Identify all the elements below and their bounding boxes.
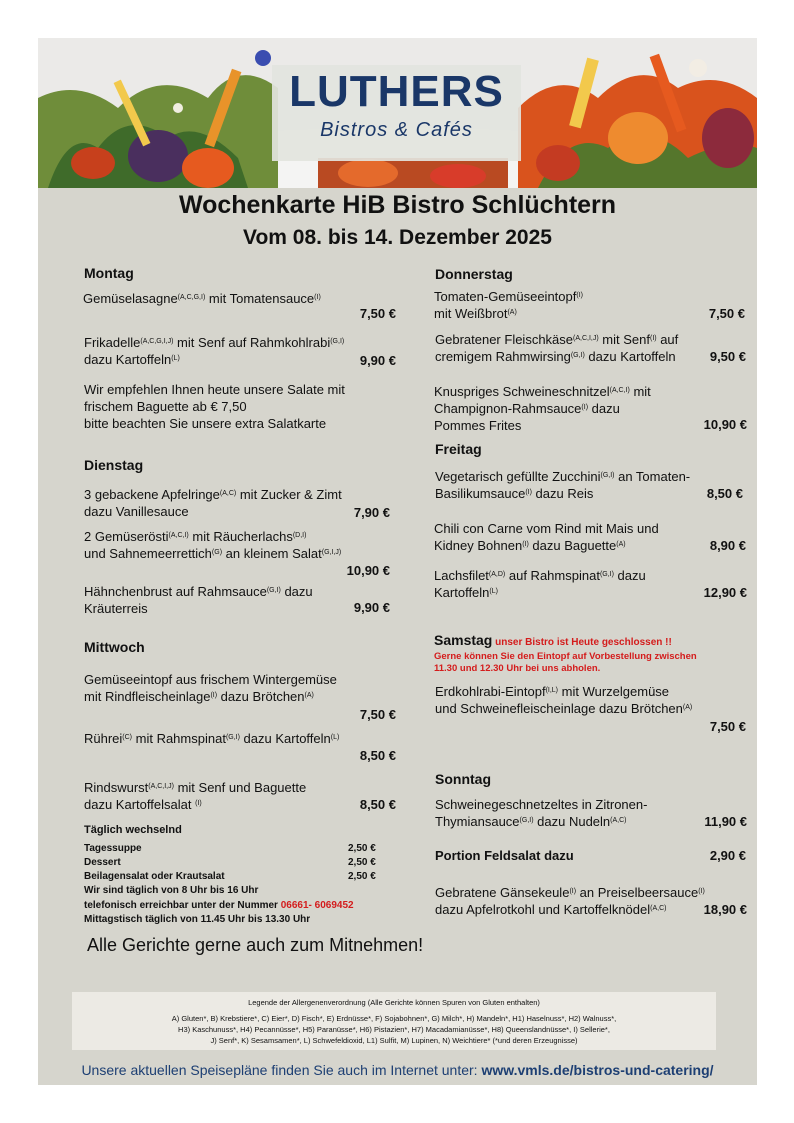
daily-item: Beilagensalat oder Krautsalat (84, 871, 225, 882)
menu-item: Gebratene Gänsekeule$^{(I)}$ an Preiselbeersauce$^{(I)}$ (435, 885, 705, 900)
day-heading-samstag-line (434, 632, 672, 651)
allergen-codes: (I) (210, 692, 218, 699)
allergen-codes: (L) (330, 734, 340, 741)
allergen-codes: (D,I) (292, 532, 307, 539)
menu-item-line: cremigem Rahmwirsing$^{(G,I)}$ dazu Kartoffeln (435, 349, 676, 364)
menu-item-line: Basilikumsauce$^{(I)}$ dazu Reis (435, 486, 594, 501)
menu-item-line: dazu Apfelrotkohl und Kartoffelknödel$^{(A,C)}$ (435, 902, 667, 917)
menu-item: Rindswurst$^{(A,C,I,J)}$ mit Senf und Baguette (84, 780, 307, 795)
price: 8,50 € (359, 748, 396, 763)
price: 9,50 € (709, 349, 746, 364)
menu-item-line: dazu Kartoffelsalat $^{(I)}$ (84, 797, 202, 812)
footer (38, 1062, 757, 1078)
allergen-codes: (G,I) (600, 472, 615, 479)
price: 2,90 € (709, 848, 746, 863)
closed-notice: unser Bistro ist Heute geschlossen !! (492, 637, 672, 648)
menu-item-line: Kidney Bohnen$^{(I)}$ dazu Baguette$^{(A)}$ (434, 538, 626, 553)
menu-item: Hähnchenbrust auf Rahmsauce$^{(G,I)}$ dazu (84, 584, 313, 599)
price: 8,50 € (359, 797, 396, 812)
lunch-hours: Mittagstisch täglich von 11.45 Uhr bis 13.30 Uhr (84, 914, 311, 925)
menu-item: Lachsfilet$^{(A,D)}$ auf Rahmspinat$^{(G,I)}$ dazu (434, 568, 646, 583)
allergen-codes: (I) (576, 292, 583, 299)
price: 8,50 € (706, 486, 743, 501)
allergen-codes: (I) (195, 800, 202, 807)
allergen-codes: (A,C,G,I) (177, 294, 206, 301)
allergen-codes: (I) (649, 335, 657, 342)
page-title: Wochenkarte HiB Bistro Schlüchtern (178, 191, 617, 219)
menu-item-line: Champignon-Rahmsauce$^{(I)}$ dazu (434, 401, 620, 416)
allergen-codes: (A) (682, 704, 693, 711)
menu-item-line: dazu Kartoffeln$^{(L)}$ (84, 352, 180, 367)
day-heading-freitag: Freitag (435, 441, 482, 457)
menu-item-line: Kartoffeln$^{(L)}$ (434, 585, 498, 600)
allergen-codes: (A,D) (488, 571, 506, 578)
menu-item: Tomaten-Gemüseeintopf$^{(I)}$ (434, 289, 583, 304)
menu-item: Frikadelle$^{(A,C,G,I,J)}$ mit Senf auf Rahmkohlrabi$^{(G,I)}$ (84, 335, 345, 350)
menu-item-line: und Schweinefleischeinlage dazu Brötchen$^{(A)}$ (435, 701, 693, 716)
opening-hours: Wir sind täglich von 8 Uhr bis 16 Uhr (84, 885, 259, 896)
food-banner-image (38, 38, 757, 188)
menu-item-line: und Sahnemeerrettich$^{(G)}$ an kleinem Salat$^{(G,I,J)}$ (84, 546, 342, 561)
price: 10,90 € (346, 563, 390, 578)
allergen-codes: (G) (211, 549, 223, 556)
allergen-codes: (A) (507, 309, 517, 316)
day-heading-montag: Montag (84, 265, 134, 281)
allergen-codes: (G,I) (519, 817, 534, 824)
allergen-codes: (A,C,I,J) (573, 335, 599, 342)
day-heading-samstag: Samstag (434, 632, 493, 648)
day-heading-mittwoch: Mittwoch (84, 639, 145, 655)
menu-item: Rührei$^{(C)}$ mit Rahmspinat$^{(G,I)}$ dazu Kartoffeln$^{(L)}$ (84, 731, 340, 746)
menu-item: Vegetarisch gefüllte Zucchini$^{(G,I)}$ an Tomaten- (435, 469, 691, 484)
allergen-codes: (I) (522, 541, 529, 548)
menu-period: Vom 08. bis 14. Dezember 2025 (243, 226, 552, 249)
allergen-codes: (G,I) (599, 571, 614, 578)
phone-number: 06661- 6069452 (280, 900, 354, 911)
price: 9,90 € (353, 600, 390, 615)
menu-item-line: dazu Vanillesauce (84, 504, 189, 519)
allergen-codes: (G,I) (266, 587, 281, 594)
allergen-codes: (A,C) (650, 905, 667, 912)
allergen-codes: (C) (122, 734, 133, 741)
legend-line: J) Senf*, K) Sesamsamen*, L) Schwefeldioxid, L1) Sulfit, M) Lupinen, N) Weichtiere* (*und deren Erzeugnisse) (210, 1036, 578, 1045)
note-line: frischem Baguette ab € 7,50 (84, 399, 247, 414)
allergen-codes: (G,I) (225, 734, 240, 741)
menu-item: Erdkohlrabi-Eintopf$^{(I,L)}$ mit Wurzelgemüse (435, 684, 670, 699)
price: 12,90 € (703, 585, 747, 600)
menu-item-line: Kräuterreis (84, 601, 148, 616)
daily-item: Tagessuppe (84, 843, 142, 854)
logo-subtitle: Bistros & Cafés (320, 119, 473, 141)
day-heading-sonntag: Sonntag (435, 771, 491, 787)
price: 7,90 € (353, 505, 390, 520)
allergen-codes: (A,C) (219, 490, 237, 497)
menu-item: Knuspriges Schweineschnitzel$^{(A,C,I)}$ mit (434, 384, 651, 399)
menu-item: Portion Feldsalat dazu (435, 848, 574, 863)
website-link[interactable]: www.vmls.de/bistros-und-catering/ (481, 1062, 714, 1078)
allergen-codes: (A,C) (610, 817, 627, 824)
allergen-codes: (L) (171, 355, 180, 362)
allergen-codes: (A) (616, 541, 626, 548)
allergen-codes: (G,I) (570, 352, 585, 359)
allergen-codes: (I) (525, 489, 532, 496)
allergen-legend (72, 992, 716, 1050)
note-line: Wir empfehlen Ihnen heute unsere Salate mit (84, 382, 345, 397)
note-line: bitte beachten Sie unsere extra Salatkarte (84, 416, 327, 431)
allergen-codes: (I) (314, 294, 321, 301)
allergen-codes: (I) (581, 404, 589, 411)
daily-price: 2,50 € (348, 871, 376, 882)
menu-item: 3 gebackene Apfelringe$^{(A,C)}$ mit Zucker & Zimt (84, 487, 342, 502)
takeaway-note: Alle Gerichte gerne auch zum Mitnehmen! (87, 935, 424, 955)
price: 7,50 € (708, 306, 745, 321)
allergen-codes: (L) (489, 588, 498, 595)
allergen-codes: (A,C,I,J) (148, 783, 174, 790)
day-heading-dienstag: Dienstag (84, 457, 144, 473)
menu-item: Gemüseeintopf aus frischem Wintergemüse (84, 672, 337, 687)
preorder-note: Gerne können Sie den Eintopf auf Vorbestellung zwischen (434, 651, 697, 662)
price: 7,50 € (709, 719, 746, 734)
menu-item: Gebratener Fleischkäse$^{(A,C,I,J)}$ mit Senf$^{(I)}$ auf (435, 332, 679, 347)
allergen-codes: (I) (698, 888, 705, 895)
menu-page (38, 38, 757, 1085)
allergen-codes: (A,C,I) (168, 532, 189, 539)
legend-line: A) Gluten*, B) Krebstiere*, C) Eier*, D) Fisch*, E) Erdnüsse*, F) Sojabohnen*, G) Milch*, H) Mandeln*, H1) Haselnuss*, H2) Walnuss*, (171, 1014, 617, 1023)
allergen-codes: (I) (569, 888, 577, 895)
legend-title: Legende der Allergenenverordnung (Alle Gerichte können Spuren von Gluten enthalten) (248, 998, 540, 1007)
logo-name: LUTHERS (289, 67, 504, 116)
price: 10,90 € (703, 417, 747, 432)
menu-item-line: Pommes Frites (434, 418, 522, 433)
daily-price: 2,50 € (348, 843, 376, 854)
price: 18,90 € (703, 902, 747, 917)
daily-price: 2,50 € (348, 857, 376, 868)
menu-item-line: mit Rindfleischeinlage$^{(I)}$ dazu Brötchen$^{(A)}$ (84, 689, 314, 704)
price: 7,50 € (359, 306, 396, 321)
allergen-codes: (G,I) (330, 338, 345, 345)
day-heading-donnerstag: Donnerstag (435, 266, 513, 282)
price: 11,90 € (704, 814, 747, 829)
menu-item: Gemüselasagne$^{(A,C,G,I)}$ mit Tomatensauce$^{(I)}$ (83, 291, 321, 306)
price: 8,90 € (709, 538, 746, 553)
allergen-codes: (A) (304, 692, 314, 699)
menu-item-line: mit Weißbrot$^{(A)}$ (434, 306, 517, 321)
logo (272, 65, 521, 161)
daily-heading: Täglich wechselnd (84, 824, 182, 836)
legend-line: H3) Kaschunuss*, H4) Pecannüsse*, H5) Paranüsse*, H6) Pistazien*, H7) Macadamianüsse*, H8) Queenslandnüsse*, I) Sellerie*, (178, 1025, 610, 1034)
allergen-codes: (G,I,J) (321, 549, 342, 556)
allergen-codes: (I,L) (545, 687, 559, 694)
menu-item: 2 Gemüserösti$^{(A,C,I)}$ mit Räucherlachs$^{(D,I)}$ (84, 529, 307, 544)
footer-text: Unsere aktuellen Speisepläne finden Sie auch im Internet unter: (81, 1062, 482, 1078)
phone-line: telefonisch erreichbar unter der Nummer 06661- 6069452 (84, 900, 354, 911)
preorder-note: 11.30 und 12.30 Uhr bei uns abholen. (434, 663, 601, 674)
allergen-codes: (A,C,I) (609, 387, 630, 394)
menu-item-line: Thymiansauce$^{(G,I)}$ dazu Nudeln$^{(A,C)}$ (435, 814, 627, 829)
menu-item: Schweinegeschnetzeltes in Zitronen- (435, 797, 648, 812)
price: 9,90 € (359, 353, 396, 368)
menu-item: Chili con Carne vom Rind mit Mais und (434, 521, 659, 536)
daily-item: Dessert (84, 857, 121, 868)
price: 7,50 € (359, 707, 396, 722)
allergen-codes: (A,C,G,I,J) (140, 338, 174, 345)
